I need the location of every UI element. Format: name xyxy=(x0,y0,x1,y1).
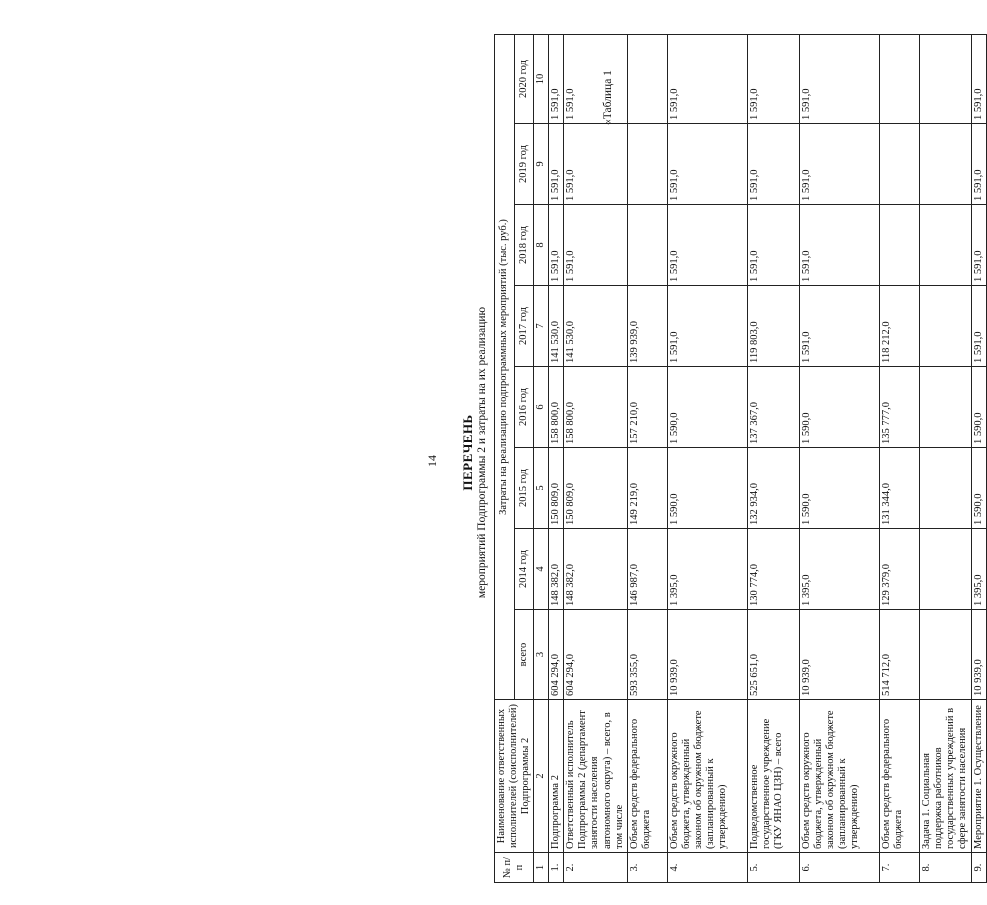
row-year-value: 1 591,0 xyxy=(971,205,986,286)
row-year-value: 139 939,0 xyxy=(627,286,667,367)
row-year-value xyxy=(879,205,919,286)
row-year-value: 1 591,0 xyxy=(747,124,799,205)
row-year-value: 1 590,0 xyxy=(799,367,879,448)
row-year-value: 1 591,0 xyxy=(747,35,799,124)
row-total-value: 525 651,0 xyxy=(747,610,799,700)
row-total-value: 604 294,0 xyxy=(564,610,627,700)
measures-table xyxy=(494,34,987,883)
row-year-value: 141 530,0 xyxy=(549,286,564,367)
row-year-value: 149 219,0 xyxy=(627,448,667,529)
row-name: Ответственный исполнитель Подпрограммы 2 (департамент занятости населения автономного округа) – всего, в том числе xyxy=(564,700,627,853)
row-name: Задача 1. Социальная поддержка работников государственных учреждений в сфере занятости населения xyxy=(919,700,971,853)
row-year-value xyxy=(919,35,971,124)
header-costs-group: Затраты на реализацию подпрограммных мероприятий (тыс. руб.) xyxy=(495,35,515,700)
row-year-value: 1 395,0 xyxy=(971,529,986,610)
header-num: № п/п xyxy=(495,853,534,883)
table-row xyxy=(879,35,919,883)
row-year-value xyxy=(919,286,971,367)
row-year-value: 1 591,0 xyxy=(549,205,564,286)
row-year-value: 1 591,0 xyxy=(549,35,564,124)
row-year-value xyxy=(919,124,971,205)
table-row xyxy=(799,35,879,883)
row-year-value: 157 210,0 xyxy=(627,367,667,448)
row-name: Подведомственное государственное учреждение (ГКУ ЯНАО ЦЗН) – всего xyxy=(747,700,799,853)
column-index: 6 xyxy=(534,367,549,448)
table-label: «Таблица 1 xyxy=(602,70,614,125)
row-year-value: 129 379,0 xyxy=(879,529,919,610)
row-year-value: 1 591,0 xyxy=(799,124,879,205)
row-number: 9. xyxy=(971,853,986,883)
row-year-value: 1 395,0 xyxy=(667,529,747,610)
row-name: Объем средств окружного бюджета, утвержденный законом об окружном бюджете (запланированный к утверждению) xyxy=(667,700,747,853)
row-year-value xyxy=(879,124,919,205)
row-number: 2. xyxy=(564,853,627,883)
header-total: всего xyxy=(514,610,534,700)
row-total-value: 593 355,0 xyxy=(627,610,667,700)
header-year: 2017 год xyxy=(514,286,534,367)
row-year-value xyxy=(627,35,667,124)
row-total-value xyxy=(919,610,971,700)
row-year-value: 1 591,0 xyxy=(667,35,747,124)
row-year-value xyxy=(919,205,971,286)
row-year-value: 1 591,0 xyxy=(667,205,747,286)
row-year-value: 1 590,0 xyxy=(971,367,986,448)
row-total-value: 10 939,0 xyxy=(971,610,986,700)
column-index-row xyxy=(534,35,549,883)
row-number: 6. xyxy=(799,853,879,883)
column-index: 8 xyxy=(534,205,549,286)
column-index: 2 xyxy=(534,700,549,853)
row-name: Мероприятие 1. Осуществление xyxy=(971,700,986,853)
row-year-value: 1 591,0 xyxy=(747,205,799,286)
row-year-value: 1 591,0 xyxy=(564,35,627,124)
row-number: 4. xyxy=(667,853,747,883)
document-title: ПЕРЕЧЕНЬ xyxy=(460,414,475,491)
column-index: 10 xyxy=(534,35,549,124)
header-year: 2018 год xyxy=(514,205,534,286)
table-row xyxy=(919,35,971,883)
row-year-value: 1 590,0 xyxy=(799,448,879,529)
header-year: 2014 год xyxy=(514,529,534,610)
row-year-value: 1 591,0 xyxy=(549,124,564,205)
row-total-value: 10 939,0 xyxy=(799,610,879,700)
row-year-value: 1 591,0 xyxy=(799,205,879,286)
row-year-value: 135 777,0 xyxy=(879,367,919,448)
row-name: Объем средств федерального бюджета xyxy=(627,700,667,853)
document-subtitle: мероприятий Подпрограммы 2 и затраты на их реализацию xyxy=(476,306,488,599)
table-row xyxy=(564,35,627,883)
row-total-value: 514 712,0 xyxy=(879,610,919,700)
row-year-value xyxy=(879,35,919,124)
row-year-value: 148 382,0 xyxy=(564,529,627,610)
row-year-value: 137 367,0 xyxy=(747,367,799,448)
row-year-value: 1 591,0 xyxy=(971,124,986,205)
row-number: 7. xyxy=(879,853,919,883)
row-year-value: 1 590,0 xyxy=(667,367,747,448)
row-total-value: 604 294,0 xyxy=(549,610,564,700)
table-row xyxy=(627,35,667,883)
row-year-value xyxy=(919,448,971,529)
column-index: 3 xyxy=(534,610,549,700)
column-index: 4 xyxy=(534,529,549,610)
header-year: 2015 год xyxy=(514,448,534,529)
row-year-value xyxy=(919,367,971,448)
row-year-value: 1 591,0 xyxy=(971,286,986,367)
row-year-value: 1 591,0 xyxy=(971,35,986,124)
page-number: 14 xyxy=(425,455,439,467)
row-year-value xyxy=(627,205,667,286)
row-number: 5. xyxy=(747,853,799,883)
row-year-value: 1 591,0 xyxy=(667,286,747,367)
row-total-value: 10 939,0 xyxy=(667,610,747,700)
row-year-value: 131 344,0 xyxy=(879,448,919,529)
row-year-value: 141 530,0 xyxy=(564,286,627,367)
header-name: Наименование ответственных исполнителей (соисполнителей) Подпрограммы 2 xyxy=(495,700,534,853)
row-year-value: 1 591,0 xyxy=(564,124,627,205)
column-index: 1 xyxy=(534,853,549,883)
header-year: 2016 год xyxy=(514,367,534,448)
column-index: 5 xyxy=(534,448,549,529)
row-year-value: 150 809,0 xyxy=(549,448,564,529)
table-row xyxy=(667,35,747,883)
column-index: 9 xyxy=(534,124,549,205)
row-year-value: 130 774,0 xyxy=(747,529,799,610)
header-year: 2019 год xyxy=(514,124,534,205)
row-year-value: 119 803,0 xyxy=(747,286,799,367)
row-year-value: 158 800,0 xyxy=(564,367,627,448)
row-number: 8. xyxy=(919,853,971,883)
row-year-value: 1 591,0 xyxy=(667,124,747,205)
row-year-value xyxy=(919,529,971,610)
row-year-value: 150 809,0 xyxy=(564,448,627,529)
table-row xyxy=(747,35,799,883)
row-name: Подпрограмма 2 xyxy=(549,700,564,853)
table-row xyxy=(549,35,564,883)
row-year-value: 146 987,0 xyxy=(627,529,667,610)
row-year-value: 1 591,0 xyxy=(799,35,879,124)
row-year-value: 1 590,0 xyxy=(667,448,747,529)
row-year-value: 1 591,0 xyxy=(564,205,627,286)
row-year-value xyxy=(627,124,667,205)
row-year-value: 148 382,0 xyxy=(549,529,564,610)
row-year-value: 132 934,0 xyxy=(747,448,799,529)
column-index: 7 xyxy=(534,286,549,367)
row-name: Объем средств окружного бюджета, утвержденный законом об окружном бюджете (запланированный к утверждению) xyxy=(799,700,879,853)
row-year-value: 1 395,0 xyxy=(799,529,879,610)
row-year-value: 158 800,0 xyxy=(549,367,564,448)
row-year-value: 1 591,0 xyxy=(799,286,879,367)
row-year-value: 118 212,0 xyxy=(879,286,919,367)
table-row xyxy=(971,35,986,883)
row-number: 1. xyxy=(549,853,564,883)
row-year-value: 1 590,0 xyxy=(971,448,986,529)
row-name: Объем средств федерального бюджета xyxy=(879,700,919,853)
header-year: 2020 год xyxy=(514,35,534,124)
row-number: 3. xyxy=(627,853,667,883)
